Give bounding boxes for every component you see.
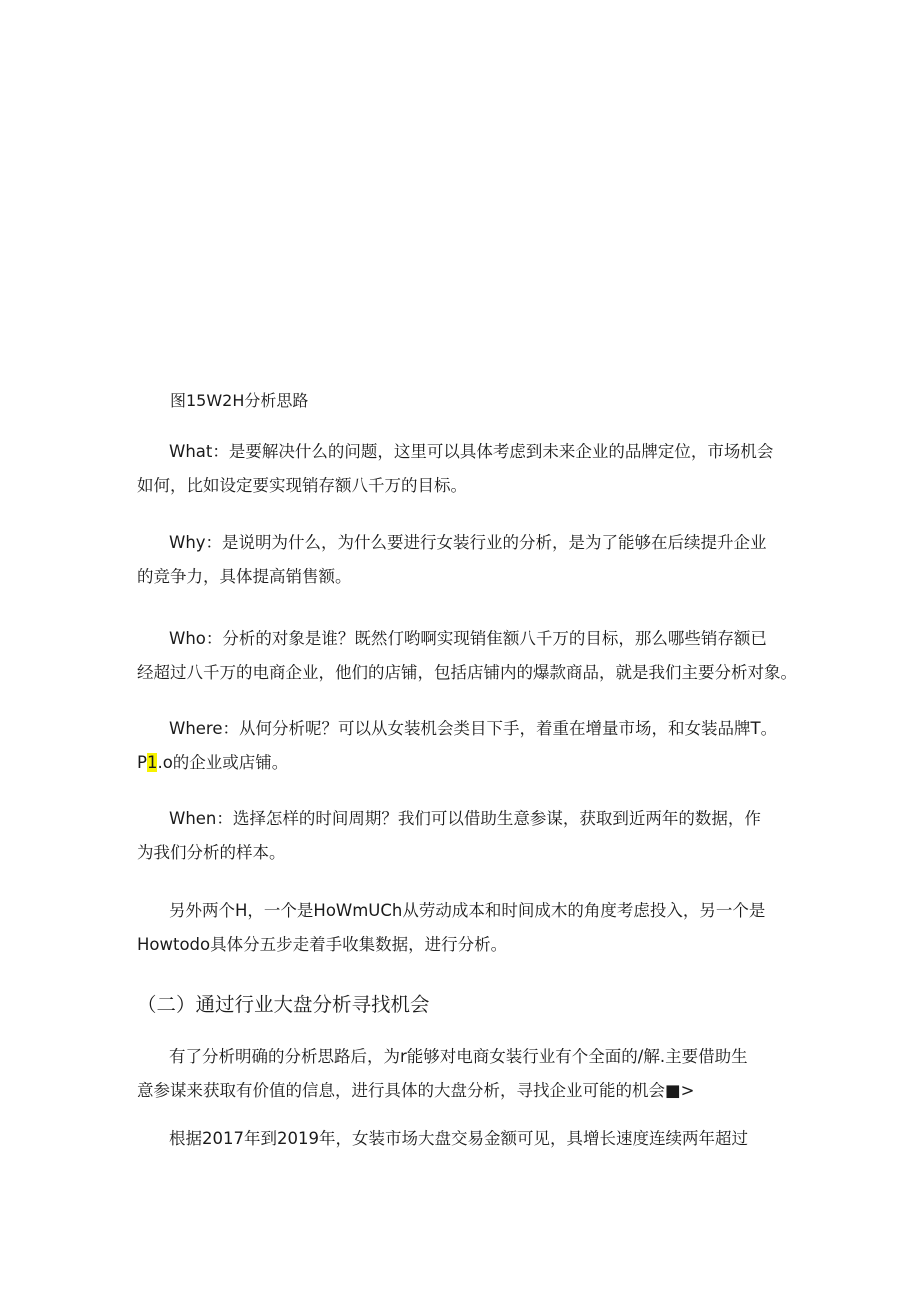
paragraph-line [137, 746, 787, 780]
paragraph-line: 的竞争力，具体提高销售额。 [137, 567, 352, 586]
figure-caption: 图15W2H分析思路 [170, 391, 309, 410]
paragraph-line: Who：分析的对象是谁？既然仃哟啊实现销隹额八千万的目标，那么哪些销存额已 [169, 629, 767, 648]
paragraph-line: Why：是说明为什么，为什么要进行女装行业的分析，是为了能够在后续提升企业 [169, 533, 767, 552]
paragraph-line: 另外两个H，一个是HoWmUCh从劳动成本和时间成木的角度考虑投入，另一个是 [169, 901, 766, 920]
paragraph-line: 意参谋来获取有价值的信息，进行具体的大盘分析，寻找企业可能的机会■> [137, 1081, 695, 1100]
paragraph-who [137, 622, 797, 690]
paragraph-line: When：选择怎样的时间周期？我们可以借助生意参谋，获取到近两年的数据，作 [169, 809, 761, 828]
paragraph-where [137, 712, 787, 780]
paragraph-line: Where：从何分析呢？可以从女装机会类目下手，着重在增量市场，和女装品牌T。 [169, 719, 778, 738]
paragraph-other-h [137, 894, 787, 962]
paragraph-line: 经超过八千万的电商企业，他们的店铺，包括店铺内的爆款商品，就是我们主要分析对象。 [137, 663, 797, 682]
paragraph-line: 有了分析明确的分析思路后，为r能够对电商女装行业有个全面的/解.主要借助生 [169, 1047, 748, 1066]
paragraph-what [137, 435, 787, 503]
paragraph-intro [137, 1040, 787, 1108]
text-fragment: .o的企业或店铺。 [157, 753, 289, 772]
paragraph-when [137, 802, 787, 870]
text-fragment: P [137, 753, 147, 772]
section-heading: （二）通过行业大盘分析寻找机会 [137, 993, 430, 1016]
paragraph-line: 如何，比如设定要实现销存额八千万的目标。 [137, 476, 467, 495]
paragraph-line: What：是要解决什么的问题，这里可以具体考虑到未来企业的品牌定位，市场机会 [169, 442, 774, 461]
paragraph-line: 根据2017年到2019年，女装市场大盘交易金额可见，具增长速度连续两年超过 [169, 1129, 748, 1148]
paragraph-data [137, 1122, 787, 1156]
paragraph-line: 为我们分析的样本。 [137, 843, 286, 862]
paragraph-line: Howtodo具体分五步走着手收集数据，进行分析。 [137, 935, 508, 954]
paragraph-why [137, 526, 787, 594]
highlighted-text: 1 [146, 753, 158, 772]
